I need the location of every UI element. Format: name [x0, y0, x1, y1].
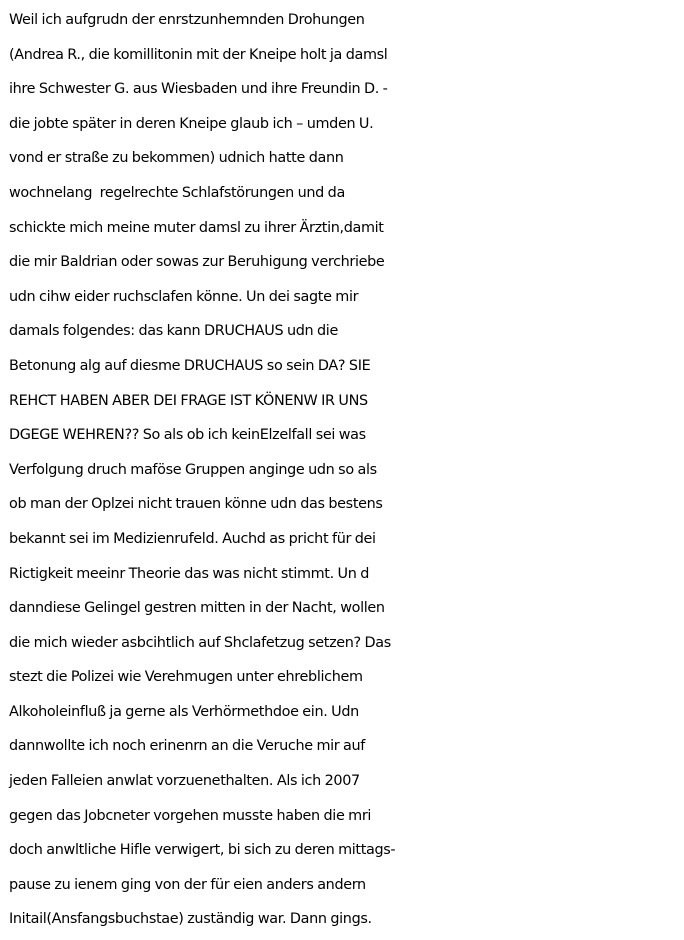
- text-line: ob man der Oplzei nicht trauen könne udn das bestens: [9, 496, 383, 513]
- text-line: damals folgendes: das kann DRUCHAUS udn die: [9, 323, 338, 340]
- text-line: Betonung alg auf diesme DRUCHAUS so sein DA? SIE: [9, 357, 371, 374]
- text-line: Verfolgung druch maföse Gruppen anginge udn so als: [9, 461, 377, 478]
- text-line: die mich wieder asbcihtlich auf Shclafetzug setzen? Das: [9, 634, 391, 651]
- text-line: stezt die Polizei wie Verehmugen unter ehreblichem: [9, 669, 363, 686]
- text-line: wochnelang regelrechte Schlafstörungen und da: [9, 184, 345, 201]
- text-line: doch anwltliche Hifle verwigert, bi sich zu deren mittags-: [9, 842, 396, 859]
- text-line: REHCT HABEN ABER DEI FRAGE IST KÖNENW IR UNS: [9, 392, 368, 409]
- text-line: dannwollte ich noch erinenrn an die Veruche mir auf: [9, 738, 366, 755]
- text-line: schickte mich meine muter damsl zu ihrer Ärztin,damit: [9, 219, 384, 236]
- text-line: DGEGE WEHREN?? So als ob ich keinElzelfall sei was: [9, 427, 366, 444]
- text-line: danndiese Gelingel gestren mitten in der Nacht, wollen: [9, 600, 385, 617]
- text-line: (Andrea R., die komillitonin mit der Kneipe holt ja damsl: [9, 46, 388, 63]
- text-line: vond er straße zu bekommen) udnich hatte dann: [9, 150, 344, 167]
- text-line: udn cihw eider ruchsclafen könne. Un dei sagte mir: [9, 288, 359, 305]
- text-line: die mir Baldrian oder sowas zur Beruhigung verchriebe: [9, 254, 385, 271]
- text-line: die jobte später in deren Kneipe glaub ich – umden U.: [9, 115, 374, 132]
- text-line: Rictigkeit meeinr Theorie das was nicht stimmt. Un d: [9, 565, 370, 582]
- text-line: Weil ich aufgrudn der enrstzunhemnden Drohungen: [9, 12, 365, 28]
- body-text: [9, 3, 681, 937]
- text-line: Initail(Ansfangsbuchstae) zuständig war. Dann gings.: [9, 911, 372, 928]
- text-line: Alkoholeinfluß ja gerne als Verhörmethdoe ein. Udn: [9, 703, 359, 720]
- text-line: jeden Falleien anwlat vorzuenethalten. Als ich 2007: [9, 773, 360, 790]
- text-line: bekannt sei im Medizienrufeld. Auchd as pricht für dei: [9, 530, 376, 547]
- text-line: pause zu ienem ging von der für eien anders andern: [9, 876, 366, 893]
- text-line: gegen das Jobcneter vorgehen musste haben die mri: [9, 807, 372, 824]
- text-line: ihre Schwester G. aus Wiesbaden und ihre Freundin D. -: [9, 81, 388, 98]
